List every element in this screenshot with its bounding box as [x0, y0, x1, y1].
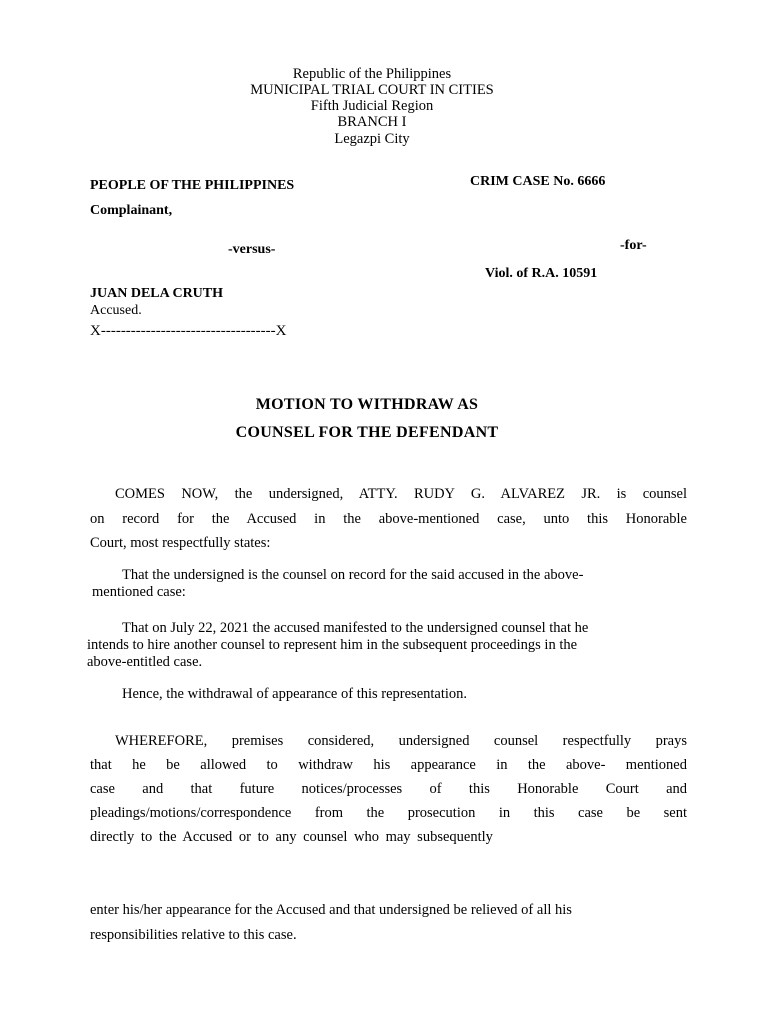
- header-branch: BRANCH I: [337, 114, 407, 130]
- versus-label: -versus-: [228, 242, 276, 257]
- paragraph-2-line-2: mentioned case:: [92, 584, 186, 600]
- paragraph-1-line-1: COMES NOW, the undersigned, ATTY. RUDY G. ALVAREZ JR. is counsel: [115, 486, 687, 502]
- paragraph-5-line-1: WHEREFORE, premises considered, undersigned counsel respectfully prays: [115, 733, 687, 749]
- case-number: CRIM CASE No. 6666: [470, 174, 606, 189]
- paragraph-5-line-2: that he be allowed to withdraw his appearance in the above- mentioned: [90, 757, 687, 773]
- paragraph-5-line-5: directly to the Accused or to any counsel who may subsequently: [90, 829, 493, 845]
- paragraph-5-line-4: pleadings/motions/correspondence from the prosecution in this case be sent: [90, 805, 687, 821]
- paragraph-2-line-1: That the undersigned is the counsel on record for the said accused in the above-: [122, 567, 584, 583]
- motion-title-line2: COUNSEL FOR THE DEFENDANT: [235, 424, 499, 441]
- caption-separator: X-----------------------------------X: [90, 323, 287, 339]
- paragraph-3-line-1: That on July 22, 2021 the accused manifested to the undersigned counsel that he: [122, 620, 589, 636]
- paragraph-5-line-3: case and that future notices/processes of this Honorable Court and: [90, 781, 687, 797]
- for-label: -for-: [620, 238, 647, 253]
- complainant-role: Complainant,: [90, 203, 173, 218]
- paragraph-3-line-3: above-entitled case.: [87, 654, 203, 670]
- offense-label: Viol. of R.A. 10591: [485, 266, 598, 281]
- accused-role: Accused.: [90, 303, 142, 318]
- header-court: MUNICIPAL TRIAL COURT IN CITIES: [250, 82, 494, 98]
- header-city: Legazpi City: [334, 131, 410, 147]
- motion-title-line1: MOTION TO WITHDRAW AS: [255, 396, 479, 413]
- header-region: Fifth Judicial Region: [310, 98, 434, 114]
- complainant-name: PEOPLE OF THE PHILIPPINES: [90, 178, 295, 193]
- header-republic: Republic of the Philippines: [292, 66, 452, 82]
- paragraph-3-line-2: intends to hire another counsel to represent him in the subsequent proceedings in the: [87, 637, 578, 653]
- paragraph-4: Hence, the withdrawal of appearance of this representation.: [122, 686, 468, 702]
- paragraph-6-line-2: responsibilities relative to this case.: [90, 927, 297, 943]
- paragraph-1-line-2: on record for the Accused in the above-mentioned case, unto this Honorable: [90, 511, 687, 527]
- accused-name: JUAN DELA CRUTH: [90, 286, 224, 301]
- paragraph-1-line-3: Court, most respectfully states:: [90, 535, 271, 551]
- paragraph-6-line-1: enter his/her appearance for the Accused and that undersigned be relieved of all his: [90, 902, 572, 918]
